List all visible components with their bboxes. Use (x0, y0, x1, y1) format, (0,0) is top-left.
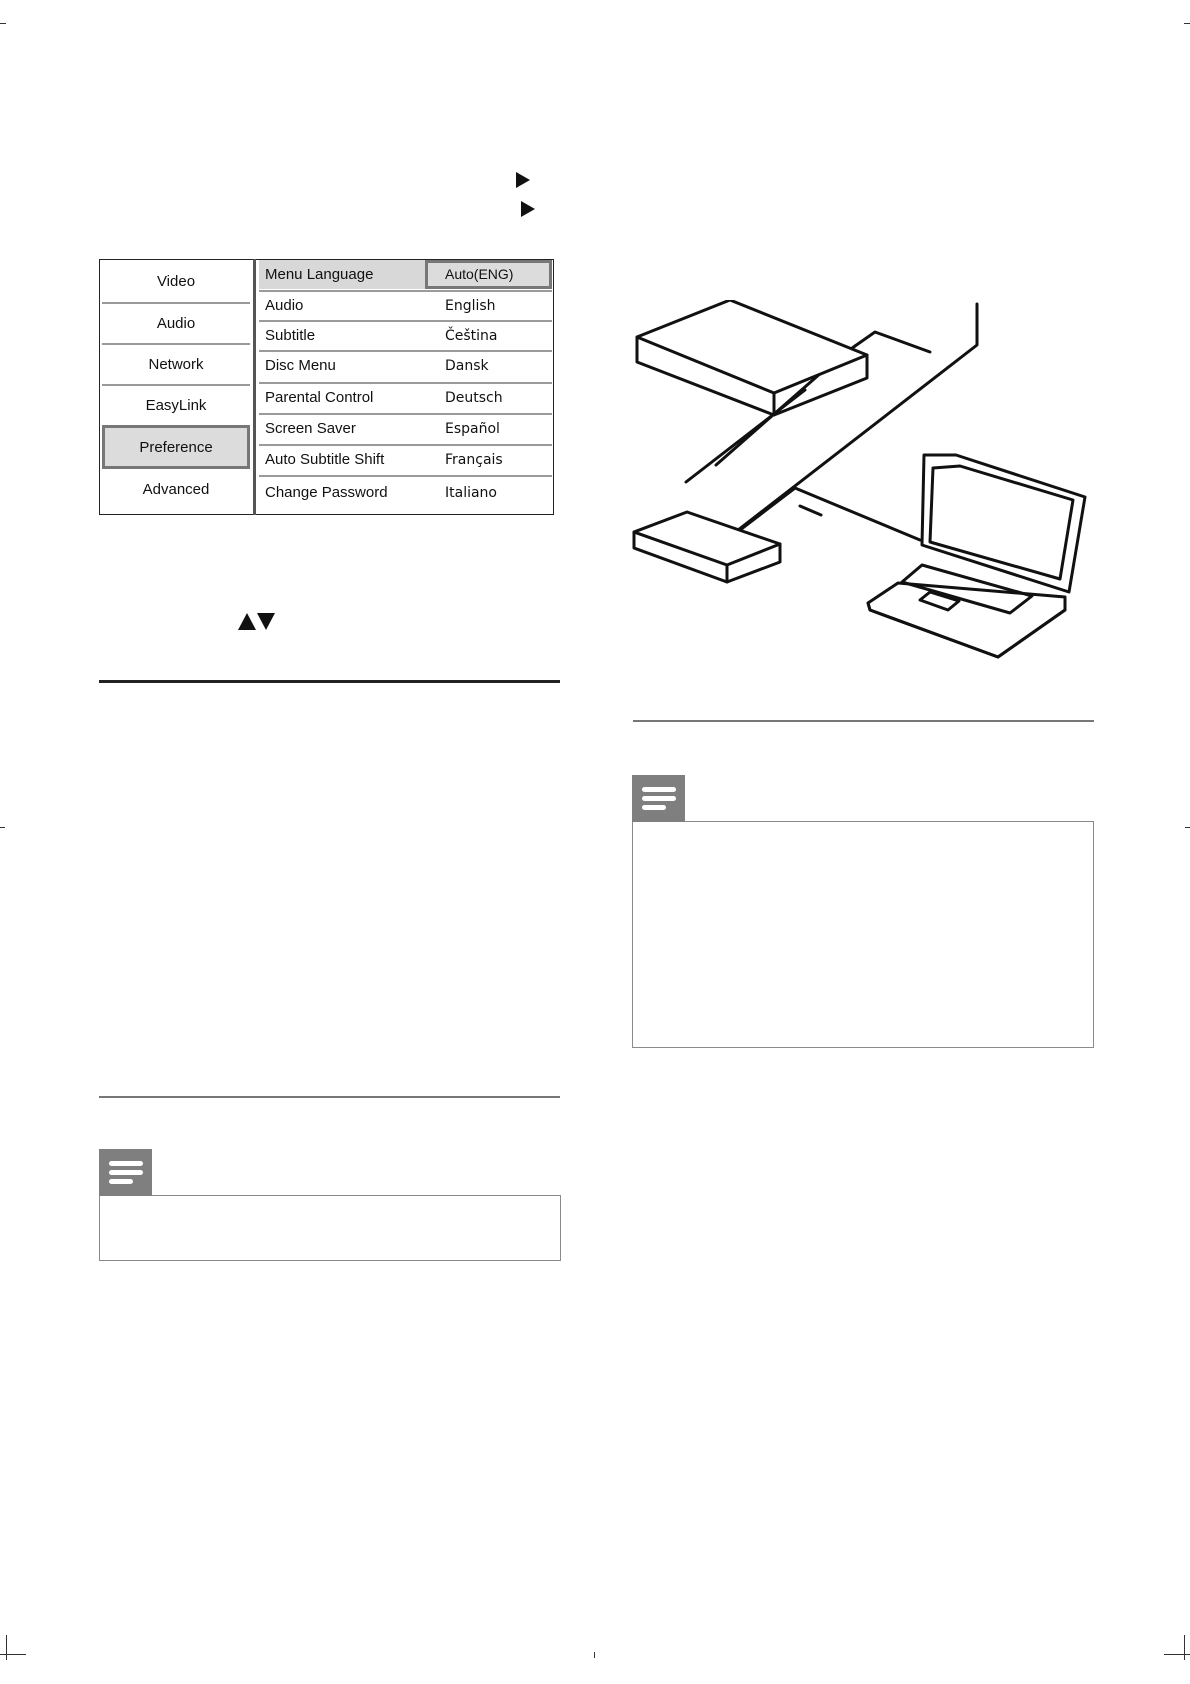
option-subtitle[interactable] (259, 321, 552, 351)
section-rule (99, 680, 560, 683)
category-advanced[interactable]: Advanced (142, 480, 210, 498)
crop-mark (1184, 1635, 1185, 1660)
crop-mark (1164, 1654, 1190, 1655)
option-parental-control[interactable] (259, 383, 552, 413)
option-label: Auto Subtitle Shift (265, 451, 385, 468)
option-label: Audio (265, 297, 304, 314)
crop-mark (0, 827, 5, 828)
crop-mark (1184, 23, 1190, 24)
option-audio[interactable] (259, 291, 552, 321)
crop-mark (1185, 827, 1190, 828)
note-box (99, 1195, 561, 1261)
laptop (868, 455, 1085, 657)
router-device (634, 512, 780, 582)
option-label: Subtitle (265, 327, 316, 344)
option-label: Parental Control (265, 389, 374, 406)
option-value: Dansk (445, 358, 489, 374)
player-device (637, 300, 867, 415)
note-icon (632, 775, 685, 822)
option-value: Auto(ENG) (445, 266, 514, 282)
section-rule (633, 720, 1094, 722)
option-value: Français (445, 452, 503, 468)
category-audio[interactable]: Audio (156, 314, 196, 332)
option-label: Disc Menu (265, 357, 336, 374)
category-easylink[interactable]: EasyLink (145, 396, 207, 414)
play-arrow-icon (521, 201, 535, 217)
option-disc-menu[interactable] (259, 351, 552, 381)
note-box (632, 821, 1094, 1048)
category-preference[interactable]: Preference (102, 425, 250, 469)
option-menu-language[interactable] (259, 260, 425, 289)
option-value: Deutsch (445, 390, 503, 406)
crop-mark (0, 23, 6, 24)
category-network[interactable]: Network (148, 355, 204, 373)
section-rule (99, 1096, 560, 1098)
option-auto-subtitle-shift[interactable] (259, 445, 552, 475)
option-label: Menu Language (265, 266, 374, 283)
option-change-password[interactable] (259, 478, 552, 508)
option-value: Čeština (445, 328, 498, 344)
option-label: Screen Saver (265, 420, 356, 437)
note-icon (99, 1149, 152, 1196)
crop-mark (594, 1652, 595, 1658)
menu-divider (253, 259, 256, 515)
option-value: English (445, 298, 496, 314)
option-separator (259, 475, 552, 477)
play-arrow-icon (516, 172, 530, 188)
crop-mark (6, 1635, 7, 1660)
option-screen-saver[interactable] (259, 414, 552, 444)
up-down-arrows-icon (237, 610, 277, 637)
category-video[interactable]: Video (156, 272, 196, 290)
option-value: Español (445, 421, 500, 437)
network-connection-illustration (630, 300, 1090, 670)
crop-mark (0, 1654, 26, 1655)
option-label: Change Password (265, 484, 388, 501)
option-value: Italiano (445, 485, 497, 501)
